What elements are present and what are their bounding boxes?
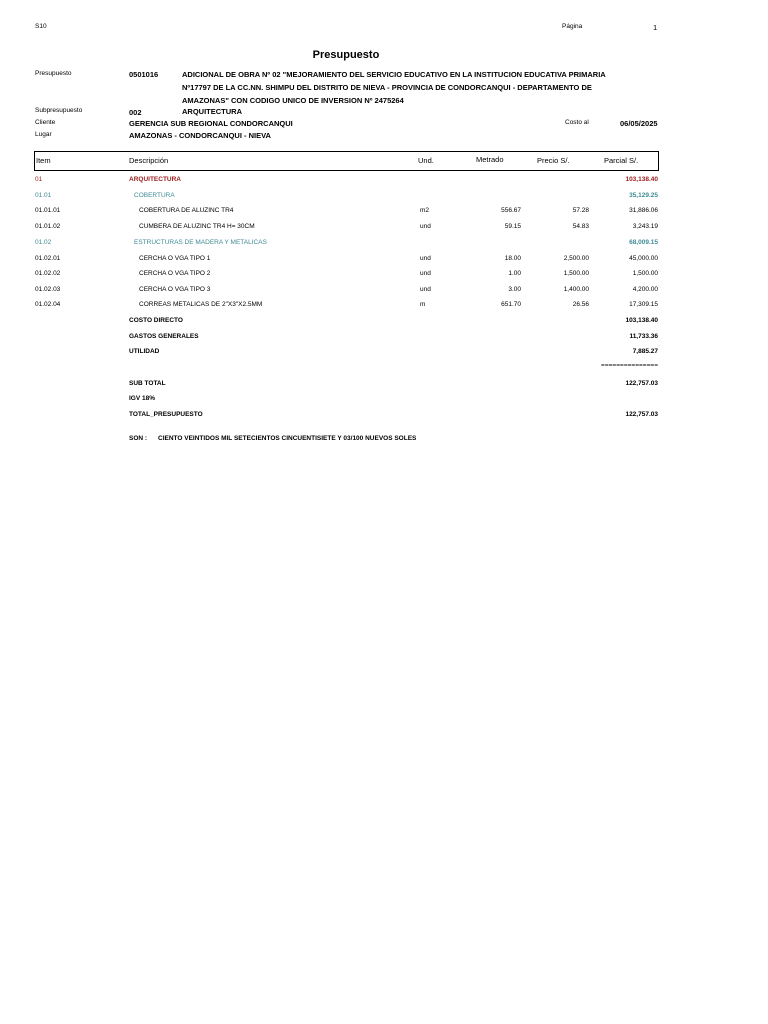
row-item: 01.01.01 (35, 207, 61, 214)
row-description: CORREAS METALICAS DE 2"X3"X2.5MM (139, 301, 263, 308)
table-row (0, 286, 768, 298)
row-und: und (420, 223, 431, 230)
table-row (0, 207, 768, 219)
row-precio: 26.56 (572, 301, 589, 308)
presupuesto-description-line-1: ADICIONAL DE OBRA Nº 02 "MEJORAMIENTO DEL SERVICIO EDUCATIVO EN LA INSTITUCION EDUCATIVA PRIMARIA (182, 70, 606, 79)
subpresupuesto-label: Subpresupuesto (35, 107, 83, 114)
costo-directo-label: COSTO DIRECTO (129, 317, 183, 324)
row-parcial: 35,129.25 (629, 192, 658, 199)
costo-directo-row (0, 317, 768, 329)
row-item: 01.01.02 (35, 223, 61, 230)
presupuesto-label: Presupuesto (35, 70, 72, 77)
row-description: COBERTURA (134, 192, 175, 199)
row-item: 01.01 (35, 192, 52, 199)
sub-total-label: SUB TOTAL (129, 380, 166, 387)
page-title: Presupuesto (312, 49, 380, 61)
page-number: 1 (653, 23, 658, 32)
son-label: SON : (129, 435, 148, 442)
row-item: 01.02.01 (35, 255, 61, 262)
row-precio: 54.83 (572, 223, 589, 230)
utilidad-row (0, 348, 768, 360)
column-header-item: Item (36, 156, 51, 165)
table-row (0, 176, 768, 188)
row-parcial: 17,309.15 (629, 301, 658, 308)
table-row (0, 301, 768, 313)
row-item: 01 (35, 176, 43, 183)
subpresupuesto-name: ARQUITECTURA (182, 107, 242, 116)
column-header-precio: Precio S/. (537, 156, 570, 165)
totals-separator: =============== (601, 362, 658, 369)
row-item: 01.02.02 (35, 270, 61, 277)
report-code: S10 (35, 23, 47, 30)
table-row (0, 255, 768, 267)
row-metrado: 59.15 (504, 223, 521, 230)
row-description: CERCHA O VGA TIPO 1 (139, 255, 211, 262)
table-row (0, 239, 768, 251)
table-row (0, 223, 768, 235)
row-parcial: 3,243.19 (632, 223, 658, 230)
gastos-generales-row (0, 333, 768, 345)
utilidad-value: 7,885.27 (632, 348, 658, 355)
row-parcial: 68,009.15 (629, 239, 658, 246)
sub-total-row (0, 380, 768, 392)
utilidad-label: UTILIDAD (129, 348, 160, 355)
row-description: CERCHA O VGA TIPO 3 (139, 286, 211, 293)
row-item: 01.02.03 (35, 286, 61, 293)
row-description: ARQUITECTURA (129, 176, 181, 183)
gastos-generales-value: 11,733.36 (629, 333, 658, 340)
row-metrado: 18.00 (504, 255, 521, 262)
row-und: m2 (420, 207, 430, 214)
row-und: und (420, 270, 431, 277)
table-row (0, 192, 768, 204)
row-und: m (420, 301, 426, 308)
table-row (0, 270, 768, 282)
subpresupuesto-code: 002 (129, 108, 142, 117)
row-description: ESTRUCTURAS DE MADERA Y METALICAS (134, 239, 267, 246)
presupuesto-description-line-2: Nº17797 DE LA CC.NN. SHIMPU DEL DISTRITO DE NIEVA - PROVINCIA DE CONDORCANQUI - DEPARTAMENTO DE (182, 83, 592, 92)
column-header-descripcion: Descripción (129, 156, 169, 165)
costo-al-label: Costo al (565, 119, 589, 126)
gastos-generales-label: GASTOS GENERALES (129, 333, 199, 340)
column-header-metrado: Metrado (476, 155, 504, 164)
presupuesto-description-line-3: AMAZONAS" CON CODIGO UNICO DE INVERSION Nº 2475264 (182, 96, 404, 105)
row-item: 01.02.04 (35, 301, 61, 308)
row-description: CUMBERA DE ALUZINC TR4 H= 30CM (139, 223, 255, 230)
row-metrado: 1.00 (508, 270, 521, 277)
page-label: Página (562, 23, 583, 30)
row-parcial: 31,886.06 (629, 207, 658, 214)
row-description: CERCHA O VGA TIPO 2 (139, 270, 211, 277)
row-precio: 2,500.00 (563, 255, 589, 262)
row-description: COBERTURA DE ALUZINC TR4 (139, 207, 234, 214)
lugar-value: AMAZONAS - CONDORCANQUI - NIEVA (129, 131, 271, 140)
costo-al-value: 06/05/2025 (620, 119, 658, 128)
igv-label: IGV 18% (129, 395, 156, 402)
sub-total-value: 122,757.03 (625, 380, 658, 387)
row-parcial: 103,138.40 (625, 176, 658, 183)
row-parcial: 1,500.00 (632, 270, 658, 277)
total-label: TOTAL_PRESUPUESTO (129, 411, 203, 418)
separator-row (0, 362, 768, 374)
row-parcial: 45,000.00 (629, 255, 658, 262)
lugar-label: Lugar (35, 131, 52, 138)
row-precio: 57.28 (572, 207, 589, 214)
row-item: 01.02 (35, 239, 52, 246)
column-header-parcial: Parcial S/. (604, 156, 639, 165)
total-value: 122,757.03 (625, 411, 658, 418)
column-header-und: Und. (418, 156, 434, 165)
row-precio: 1,500.00 (563, 270, 589, 277)
presupuesto-code: 0501016 (129, 70, 159, 79)
total-row (0, 411, 768, 423)
row-metrado: 556.67 (501, 207, 521, 214)
cliente-label: Cliente (35, 119, 56, 126)
son-text: CIENTO VEINTIDOS MIL SETECIENTOS CINCUENTISIETE Y 03/100 NUEVOS SOLES (158, 435, 417, 442)
row-metrado: 651.70 (501, 301, 521, 308)
row-und: und (420, 255, 431, 262)
row-parcial: 4,200.00 (632, 286, 658, 293)
row-precio: 1,400.00 (563, 286, 589, 293)
son-row (0, 435, 768, 447)
row-metrado: 3.00 (508, 286, 521, 293)
costo-directo-value: 103,138.40 (625, 317, 658, 324)
cliente-value: GERENCIA SUB REGIONAL CONDORCANQUI (129, 119, 293, 128)
row-und: und (420, 286, 431, 293)
igv-row (0, 395, 768, 407)
